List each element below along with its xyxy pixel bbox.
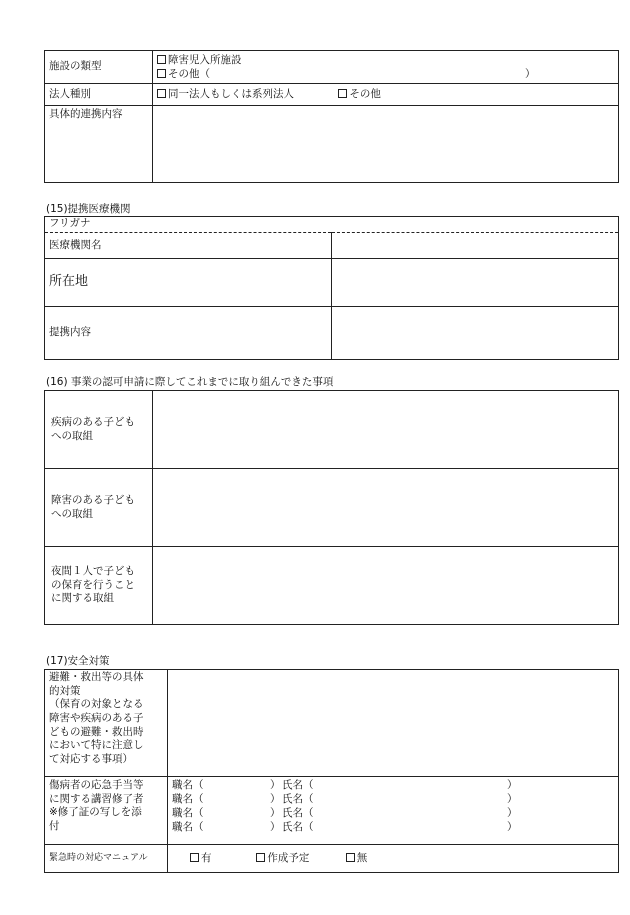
checkbox-icon[interactable]	[346, 853, 355, 862]
checkbox-icon[interactable]	[338, 89, 347, 98]
medical-name-input[interactable]	[332, 233, 619, 259]
paren-close: ）	[270, 779, 281, 791]
post-label: 職名（	[172, 821, 204, 833]
label-line: への取組	[51, 429, 93, 442]
initiative-input-2[interactable]	[153, 469, 619, 547]
safety-heading: (17)安全対策	[46, 655, 110, 667]
paren-close: ）	[507, 779, 518, 791]
label-line: 疾病のある子ども	[51, 415, 135, 428]
measures-input[interactable]	[168, 670, 619, 777]
measures-label	[45, 670, 168, 777]
paren-close: ）	[507, 807, 518, 819]
name-label: 氏名（	[282, 779, 314, 791]
initiative-label-3	[45, 547, 153, 625]
checkbox-icon[interactable]	[157, 89, 166, 98]
name-label: 氏名（	[282, 793, 314, 805]
paren-close: ）	[270, 807, 281, 819]
manual-option-no[interactable]: 無	[346, 852, 368, 866]
label-line: 夜間１人で子ども	[51, 565, 135, 578]
post-label: 職名（	[172, 793, 204, 805]
corp-option-2[interactable]: その他	[338, 88, 381, 102]
medical-table	[44, 216, 619, 360]
content-label: 提携内容	[45, 307, 332, 360]
checkbox-icon[interactable]	[157, 55, 166, 64]
firstaid-persons	[168, 777, 619, 845]
person-row[interactable]	[172, 793, 614, 807]
label-line: への取組	[51, 507, 93, 520]
name-label: 氏名（	[282, 821, 314, 833]
label-line: どもの避難・救出時	[49, 725, 144, 738]
initiatives-heading: (16) 事業の認可申請に際してこれまでに取り組んできた事項	[46, 376, 334, 388]
paren-close: ）	[507, 793, 518, 805]
firstaid-label	[45, 777, 168, 845]
checkbox-icon[interactable]	[256, 853, 265, 862]
label-line: 障害や疾病のある子	[49, 711, 144, 724]
label-line: において特に注意し	[49, 739, 144, 752]
person-row[interactable]	[172, 807, 614, 821]
paren-close: ）	[270, 821, 281, 833]
corp-type-label: 法人種別	[45, 84, 153, 106]
paren-close: ）	[507, 821, 518, 833]
content-input[interactable]	[332, 307, 619, 360]
initiative-input-1[interactable]	[153, 391, 619, 469]
initiative-input-3[interactable]	[153, 547, 619, 625]
label-line: ※修了証の写しを添	[49, 806, 142, 819]
label-line: 的対策	[49, 684, 81, 697]
paren-close: ）	[270, 793, 281, 805]
label-line: （保育の対象となる	[49, 698, 144, 711]
facility-type-label: 施設の類型	[45, 51, 153, 84]
paren-close: ）	[525, 68, 536, 80]
label-line: 付	[49, 819, 60, 832]
post-label: 職名（	[172, 779, 204, 791]
name-label: 氏名（	[282, 807, 314, 819]
post-label: 職名（	[172, 807, 204, 819]
label-line: の保育を行うこと	[51, 578, 135, 591]
label-line: て対応する事項）	[49, 752, 133, 765]
facility-table	[44, 50, 619, 183]
furigana-label: フリガナ	[49, 217, 91, 229]
detail-label: 具体的連携内容	[45, 106, 153, 183]
facility-type-option-2[interactable]: その他（	[157, 68, 614, 82]
manual-option-planned[interactable]: 作成予定	[256, 852, 342, 866]
label-line: 避難・救出等の具体	[49, 671, 144, 683]
checkbox-icon[interactable]	[157, 69, 166, 78]
person-row[interactable]	[172, 821, 614, 835]
detail-input[interactable]	[153, 106, 619, 183]
corp-option-1[interactable]: 同一法人もしくは系列法人	[157, 88, 335, 102]
person-row[interactable]	[172, 779, 614, 793]
initiatives-table	[44, 390, 619, 625]
facility-type-cell	[153, 51, 619, 84]
manual-option-yes[interactable]: 有	[190, 852, 253, 866]
medical-heading: (15)提携医療機関	[46, 203, 131, 215]
initiative-label-2	[45, 469, 153, 547]
initiative-label-1	[45, 391, 153, 469]
label-line: に関する講習修了者	[49, 792, 144, 805]
label-line: 傷病者の応急手当等	[49, 779, 144, 791]
label-line: に関する取組	[51, 592, 114, 605]
address-input[interactable]	[332, 259, 619, 307]
facility-type-option-1[interactable]: 障害児入所施設	[157, 54, 614, 68]
corp-type-cell	[153, 84, 619, 106]
label-line: 障害のある子ども	[51, 493, 135, 506]
address-label: 所在地	[45, 259, 332, 307]
manual-options	[168, 845, 619, 873]
checkbox-icon[interactable]	[190, 853, 199, 862]
manual-label: 緊急時の対応マニュアル	[45, 845, 168, 873]
medical-name-label: 医療機関名	[45, 233, 332, 259]
safety-table	[44, 669, 619, 873]
furigana-row[interactable]	[45, 217, 619, 233]
